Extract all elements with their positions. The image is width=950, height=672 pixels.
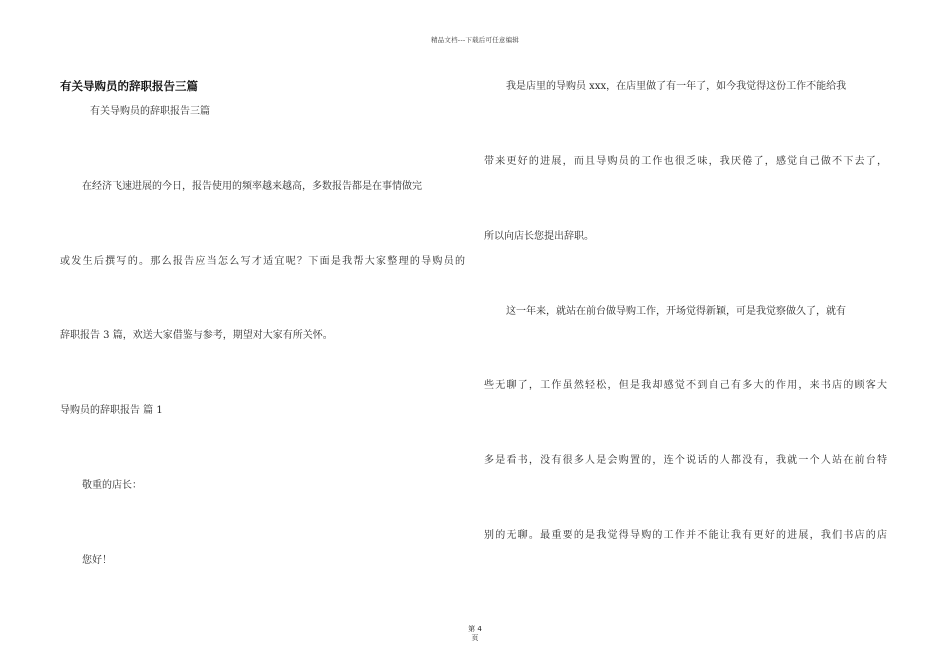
- body-p1-line-1: 我是店里的导购员 xxx，在店里做了有一年了，如今我觉得这份工作不能给我: [506, 81, 847, 92]
- intro-line-2: 或发生后撰写的。那么报告应当怎么写才适宜呢？下面是我帮大家整理的导购员的: [60, 256, 465, 267]
- body-p2-line-1: 这一年来，就站在前台做导购工作，开场觉得新颖，可是我觉察做久了，就有: [506, 306, 846, 317]
- page-footer: [0, 625, 950, 643]
- page-number-bottom: 页: [471, 634, 479, 642]
- body-p2-line-3: 多是看书，没有很多人是会购置的，连个说话的人都没有，我就一个人站在前台特: [484, 455, 887, 466]
- salutation: 敬重的店长：: [82, 480, 142, 491]
- page-number-top: 第 4: [468, 625, 482, 633]
- document-subtitle: 有关导购员的辞职报告三篇: [90, 106, 210, 117]
- document-title: 有关导购员的辞职报告三篇: [60, 79, 198, 93]
- body-p1-line-2: 带来更好的进展，而且导购员的工作也很乏味，我厌倦了，感觉自己做不下去了，: [484, 156, 887, 167]
- header-note: 精品文档---下载后可任意编辑: [430, 36, 520, 44]
- body-p1-line-3: 所以向店长您提出辞职。: [484, 231, 594, 242]
- greeting: 您好！: [82, 555, 112, 566]
- body-p2-line-4: 别的无聊。最重要的是我觉得导购的工作并不能让我有更好的进展，我们书店的店: [484, 530, 887, 541]
- intro-line-3: 辞职报告 3 篇，欢送大家借鉴与参考，期望对大家有所关怀。: [60, 330, 333, 341]
- intro-line-1: 在经济飞速进展的今日，报告使用的频率越来越高，多数报告都是在事情做完: [82, 181, 422, 192]
- body-p2-line-2: 些无聊了，工作虽然轻松，但是我却感觉不到自己有多大的作用，来书店的顾客大: [484, 380, 887, 391]
- section-heading: 导购员的辞职报告 篇 1: [60, 405, 163, 416]
